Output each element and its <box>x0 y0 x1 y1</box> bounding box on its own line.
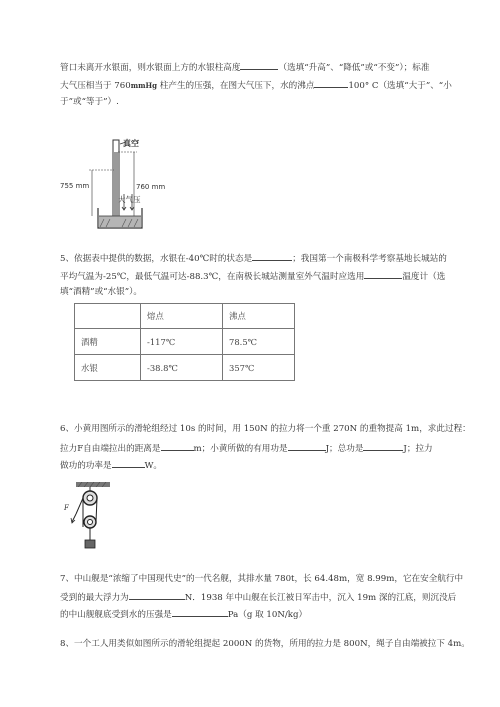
q7-line-1: 7、中山舰是“浓缩了中国现代史”的一代名舰，其排水量 780t，长 64.48m，宽 8.99m，它在安全航行中 <box>60 574 464 584</box>
table-header-row <box>75 304 295 329</box>
answer-blank[interactable] <box>363 441 403 451</box>
table-cell: 357℃ <box>223 355 295 381</box>
melting-boiling-table <box>74 303 295 381</box>
answer-blank[interactable] <box>161 441 194 451</box>
atmosphere-label: 大气压 <box>118 195 141 204</box>
q5-line-1: 5、依据表中提供的数据，水银在-40℃时的状态是 ；我国第一个南极科学考察基地长城站的 <box>60 251 447 265</box>
table-cell: 酒精 <box>75 329 141 355</box>
answer-blank[interactable] <box>240 60 278 70</box>
answer-blank[interactable] <box>364 269 402 279</box>
q5-line-2: 平均气温为-25℃，最低气温可达-88.3℃，在南极长城站测量室外气温时应选用 温度计（选 <box>60 269 445 283</box>
table-cell: -38.8℃ <box>141 355 223 381</box>
answer-blank[interactable] <box>288 441 326 451</box>
label-755mm: 755 mm <box>60 182 90 190</box>
label-760mm: 760 mm <box>136 183 166 191</box>
answer-blank[interactable] <box>112 458 145 468</box>
q4-line-2: 大气压相当于 760mmHg 柱产生的压强，在图大气压下，水的沸点 100° C（选填“大于”、“小 <box>60 78 452 92</box>
table-header-cell: 沸点 <box>223 304 295 329</box>
vacuum-label: 真空 <box>123 138 139 148</box>
table-cell: 78.5℃ <box>223 329 295 355</box>
answer-blank[interactable] <box>252 251 292 261</box>
answer-blank[interactable] <box>314 78 348 88</box>
table-row <box>75 355 295 381</box>
table-cell: 水银 <box>75 355 141 381</box>
q7-line-3: 的中山舰舰底受到水的压强是 Pa（g 取 10N/kg） <box>60 607 307 621</box>
force-label: F <box>64 504 69 512</box>
q6-line-3: 做功的功率是 W。 <box>60 458 162 472</box>
pulley-figure <box>68 482 118 554</box>
table-cell: -117℃ <box>141 329 223 355</box>
table-row <box>75 329 295 355</box>
q4-line-1: 管口未离开水银面，则水银面上方的水银柱高度 （选填“升高”、“降低”或“不变”）；标准 <box>60 60 429 74</box>
q5-line-3: 填“酒精”或“水银”）。 <box>60 287 143 297</box>
q6-line-1: 6、小黄用图所示的滑轮组经过 10s 的时间，用 150N 的拉力将一个重 270N 的重物提高 1m，求此过程： <box>60 424 471 434</box>
q6-line-2: 拉力F自由端拉出的距离是 m；小黄所做的有用功是 J；总功是 J；拉力 <box>60 441 433 455</box>
q4-line-3: 于”或“等于”）. <box>60 97 119 107</box>
answer-blank[interactable] <box>172 607 228 617</box>
table-header-cell: 熔点 <box>141 304 223 329</box>
q8-line-1: 8、一个工人用类似如图所示的滑轮组提起 2000N 的货物，所用的拉力是 800N，绳子自由端被拉下 4m。 <box>60 639 470 649</box>
table-header-cell <box>75 304 141 329</box>
answer-blank[interactable] <box>129 590 185 600</box>
q7-line-2: 受到的最大浮力为 N．1938 年中山舰在长江被日军击中，沉入 19m 深的江底，则沉没后 <box>60 590 456 604</box>
